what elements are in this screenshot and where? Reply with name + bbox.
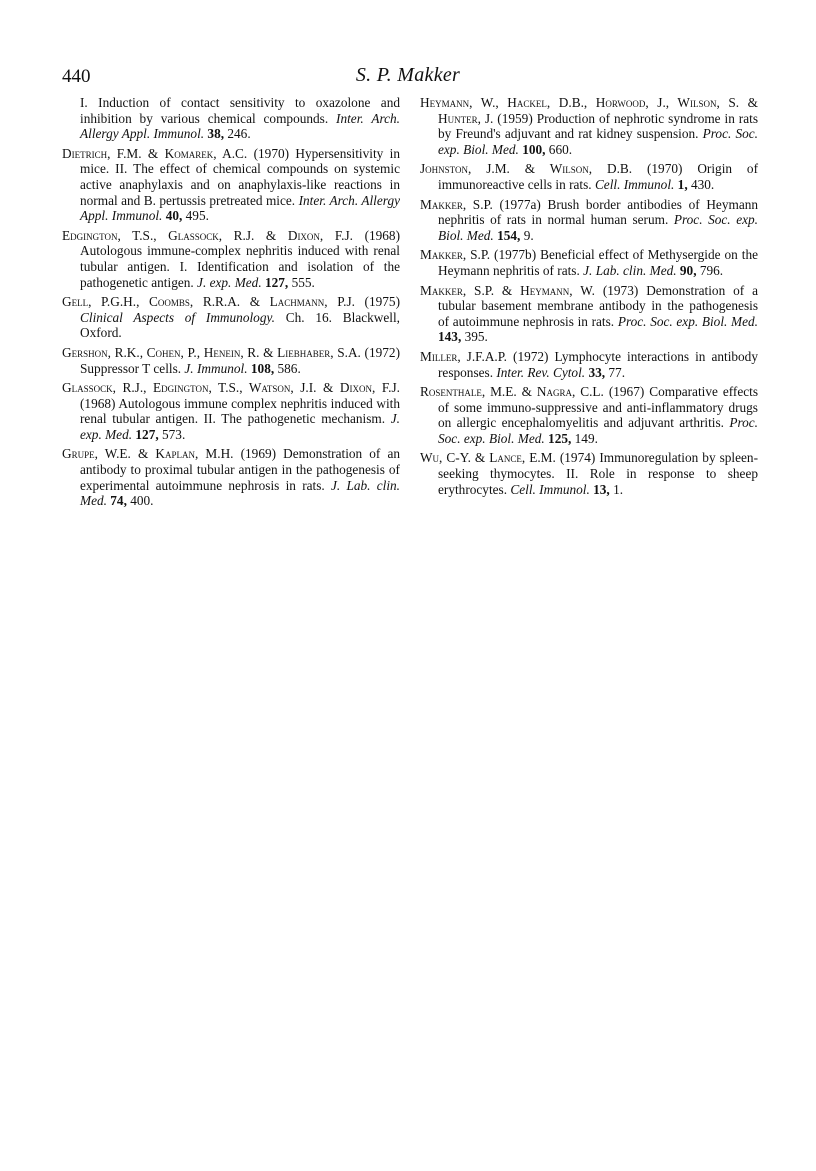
reference-year: (1969) (240, 446, 277, 462)
reference-pages: 400. (130, 493, 154, 509)
reference-volume: 1, (677, 176, 688, 192)
reference-volume: 38, (207, 126, 225, 142)
reference-entry (62, 345, 400, 376)
reference-title: Production of nephrotic syndrome in rats by Freund's adjuvant and rat kidney suspension. (438, 110, 758, 142)
reference-authors: Makker, S.P. (420, 196, 493, 212)
reference-year: (1973) (602, 282, 639, 298)
reference-entry (420, 349, 758, 380)
reference-year: (1974) (559, 450, 596, 466)
reference-authors: Makker, S.P. (420, 247, 491, 263)
reference-pages: Ch. 16. Blackwell, Oxford. (80, 309, 400, 341)
reference-volume: 125, (548, 430, 572, 446)
reference-title: Lymphocyte interactions in antibody responses. (438, 348, 758, 380)
reference-authors: Makker, S.P. & Heymann, W. (420, 282, 595, 298)
reference-pages: 246. (227, 126, 251, 142)
reference-journal: Clinical Aspects of Immunology. (80, 309, 275, 325)
reference-title: Beneficial effect of Methysergide on the Heymann nephritis of rats. (438, 247, 759, 278)
reference-pages: 796. (699, 262, 724, 278)
reference-authors: Miller, J.F.A.P. (420, 348, 507, 364)
reference-title: I. Induction of contact sensitivity to oxazolone and inhibition by various chemical compounds. (80, 95, 400, 126)
reference-pages: 555. (291, 274, 315, 290)
reference-year: (1972) (364, 344, 400, 360)
reference-volume: 108, (250, 360, 275, 376)
reference-authors: Edgington, T.S., Glassock, R.J. & Dixon, F.J. (62, 227, 353, 243)
reference-entry (62, 294, 400, 341)
reference-entry (420, 247, 758, 278)
reference-title: Hypersensitivity in mice. II. The effect of chemical compounds on systemic active anaphylaxis and on anaphylaxis-like reactions in normal and B. pertussis pretreated mice. (80, 145, 400, 208)
reference-volume: 143, (438, 329, 462, 345)
reference-authors: Gell, P.G.H., Coombs, R.R.A. & Lachmann, P.J. (62, 294, 355, 310)
reference-pages: 495. (185, 208, 209, 224)
reference-volume: 74, (110, 493, 127, 509)
reference-pages: 77. (608, 364, 626, 380)
reference-title: Demonstration of an antibody to proximal tubular antigen in the pathogenesis of experimental autoimmune nephrosis in rats. (80, 446, 400, 493)
reference-journal: J. Lab. clin. Med. (80, 477, 401, 509)
reference-authors: Gershon, R.K., Cohen, P., Henein, R. & Liebhaber, S.A. (62, 344, 361, 360)
reference-journal: Proc. Soc. exp. Biol. Med. (438, 415, 759, 446)
reference-pages: 573. (162, 426, 186, 442)
reference-authors: Wu, C-Y. & Lance, E.M. (420, 450, 556, 466)
reference-year: (1970) (253, 145, 290, 161)
reference-journal: Inter. Arch. Allergy Appl. Immunol. (80, 192, 401, 224)
reference-entry (420, 384, 758, 446)
reference-pages: 586. (277, 360, 301, 376)
reference-year: (1967) (608, 384, 645, 400)
reference-year: (1977a) (499, 196, 541, 212)
reference-pages: 660. (548, 141, 573, 157)
reference-year: (1968) (364, 227, 401, 243)
reference-pages: 395. (464, 329, 488, 345)
reference-authors: Grupe, W.E. & Kaplan, M.H. (62, 446, 234, 462)
reference-year: (1968) (80, 395, 116, 411)
reference-title: Origin of immunoreactive cells in rats. (438, 161, 758, 192)
reference-title: Immunoregulation by spleen-seeking thymocytes. II. Role in response to sheep erythrocytes. (438, 450, 758, 497)
reference-journal: Inter. Rev. Cytol. (496, 364, 586, 380)
reference-journal: Proc. Soc. exp. Biol. Med. (617, 313, 758, 329)
reference-journal: J. exp. Med. (197, 274, 262, 290)
reference-authors: Heymann, W., Hackel, D.B., Horwood, J., Wilson, S. & Hunter, J. (420, 95, 758, 126)
reference-entry (420, 283, 758, 345)
reference-entry (420, 161, 758, 192)
reference-journal: J. Immunol. (184, 360, 248, 376)
reference-volume: 154, (497, 227, 521, 243)
reference-entry (420, 197, 758, 244)
reference-volume: 33, (588, 364, 606, 380)
reference-volume: 100, (522, 141, 546, 157)
reference-entry (62, 380, 400, 442)
reference-journal: Proc. Soc. exp. Biol. Med. (438, 212, 758, 243)
reference-authors: Johnston, J.M. & Wilson, D.B. (420, 161, 633, 177)
reference-title: Demonstration of a tubular basement membrane antibody in the pathogenesis of autoimmune nephrosis in rats. (438, 282, 759, 329)
reference-pages: 1. (613, 481, 624, 497)
page-number: 440 (62, 66, 91, 87)
reference-year: (1977b) (494, 247, 537, 263)
reference-entry (62, 146, 400, 224)
reference-volume: 13, (593, 481, 610, 497)
reference-authors: Rosenthale, M.E. & Nagra, C.L. (420, 384, 604, 400)
reference-entry (62, 228, 400, 290)
reference-entry (62, 95, 400, 142)
reference-authors: Glassock, R.J., Edgington, T.S., Watson, J.I. & Dixon, F.J. (62, 380, 400, 396)
reference-pages: 430. (690, 176, 715, 192)
reference-year: (1972) (513, 348, 549, 364)
reference-journal: Cell. Immunol. (594, 176, 675, 192)
reference-pages: 9. (523, 227, 534, 243)
reference-journal: Proc. Soc. exp. Biol. Med. (438, 126, 758, 157)
reference-entry (420, 450, 758, 497)
reference-title: Autologous immune-complex nephritis induced with renal tubular antigen. I. Identification and isolation of the pathogenetic antigen. (80, 243, 400, 290)
reference-year: (1970) (646, 161, 683, 177)
reference-entry (420, 95, 758, 157)
reference-volume: 40, (165, 208, 183, 224)
reference-journal: Inter. Arch. Allergy Appl. Immunol. (80, 110, 400, 142)
reference-journal: Cell. Immunol. (510, 481, 590, 497)
reference-year: (1959) (497, 110, 533, 126)
reference-authors: Dietrich, F.M. & Komarek, A.C. (62, 145, 248, 161)
reference-volume: 127, (264, 274, 289, 290)
reference-title: Brush border antibodies of Heymann nephritis of rats in normal human serum. (438, 196, 759, 228)
reference-list-right (420, 95, 758, 501)
reference-title: Autologous immune complex nephritis induced with renal tubular antigen. II. The pathogenetic mechanism. (80, 395, 401, 427)
reference-title: Comparative effects of some immuno-suppressive and anti-inflammatory drugs on allergic encephalomyelitis and adjuvant arthritis. (438, 384, 759, 431)
running-head: S. P. Makker (355, 64, 461, 86)
reference-volume: 127, (135, 426, 159, 442)
reference-year: (1975) (364, 294, 400, 310)
reference-entry (62, 446, 400, 508)
reference-title: Suppressor T cells. (80, 360, 182, 376)
reference-journal: J. Lab. clin. Med. (583, 262, 677, 278)
reference-pages: 149. (574, 430, 598, 446)
reference-journal: J. exp. Med. (80, 411, 400, 442)
reference-volume: 90, (679, 262, 697, 278)
reference-list-left (62, 95, 400, 513)
